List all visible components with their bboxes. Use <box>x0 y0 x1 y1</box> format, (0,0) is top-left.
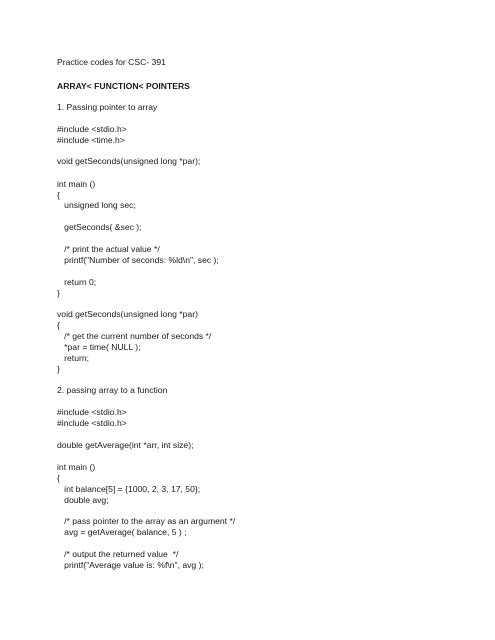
document-title: Practice codes for CSC- 391 <box>57 57 166 67</box>
code-line: void getSeconds(unsigned long *par) <box>57 309 198 319</box>
code-line: /* pass pointer to the array as an argument */ <box>57 516 236 526</box>
code-line: return 0; <box>57 277 97 287</box>
code-line: { <box>57 190 60 200</box>
code-line: #include <stdio.h> <box>57 124 127 134</box>
code-line: #include <stdio.h> <box>57 418 127 428</box>
code-line: #include <time.h> <box>57 135 125 145</box>
section-heading: 1. Passing pointer to array <box>57 102 158 112</box>
code-line: { <box>57 473 60 483</box>
code-line: return; <box>57 353 89 363</box>
code-line: } <box>57 288 60 298</box>
code-line: /* output the returned value */ <box>57 549 179 559</box>
code-line: double getAverage(int *arr, int size); <box>57 440 194 450</box>
code-line: void getSeconds(unsigned long *par); <box>57 156 201 166</box>
code-line: int balance[5] = {1000, 2, 3, 17, 50}; <box>57 484 201 494</box>
code-line: double avg; <box>57 495 109 505</box>
code-line: int main () <box>57 462 96 472</box>
code-line: getSeconds( &sec ); <box>57 222 142 232</box>
code-line: /* get the current number of seconds */ <box>57 331 212 341</box>
section-heading: 2. passing array to a function <box>57 385 168 395</box>
code-line: #include <stdio.h> <box>57 407 127 417</box>
code-line: *par = time( NULL ); <box>57 342 141 352</box>
code-line: { <box>57 320 60 330</box>
code-line: printf("Number of seconds: %ld\n", sec ); <box>57 255 219 265</box>
code-line: /* print the actual value */ <box>57 244 160 254</box>
code-line: avg = getAverage( balance, 5 ) ; <box>57 527 187 537</box>
code-line: } <box>57 364 60 374</box>
document-subtitle: ARRAY< FUNCTION< POINTERS <box>57 81 190 91</box>
code-line: printf("Average value is: %f\n", avg ); <box>57 560 204 570</box>
code-line: unsigned long sec; <box>57 200 136 210</box>
code-line: int main () <box>57 179 96 189</box>
